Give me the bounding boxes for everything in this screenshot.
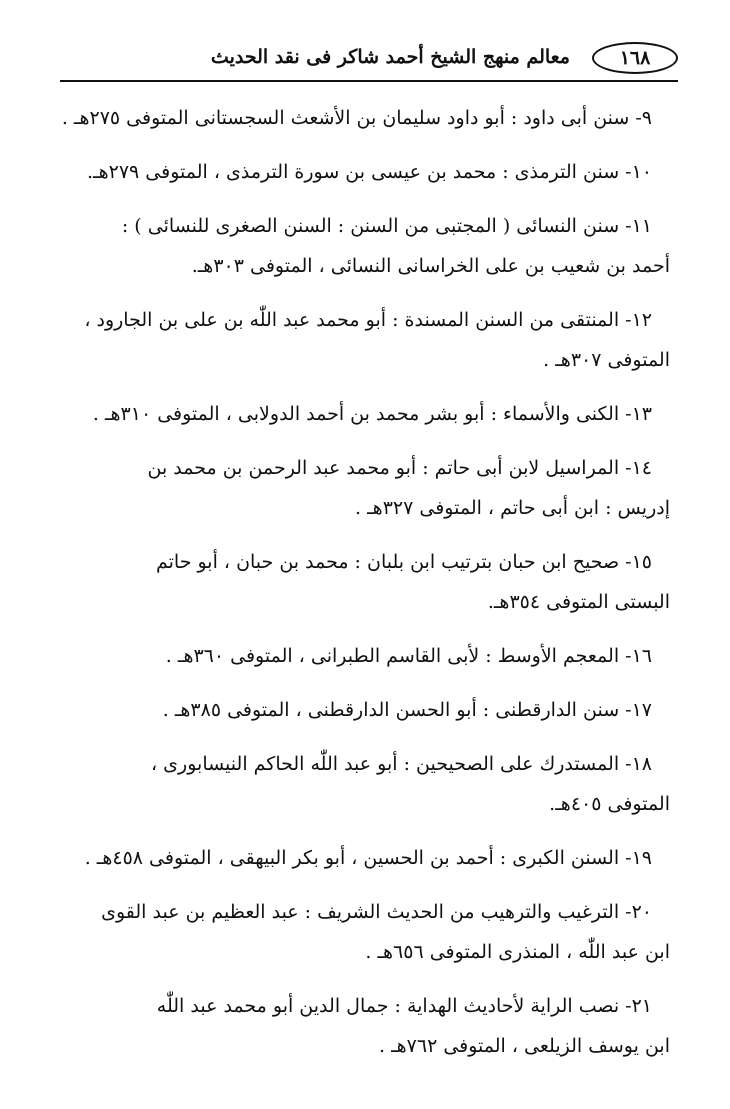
- entry-line: أحمد بن شعيب بن على الخراسانى النسائى ، المتوفى ٣٠٣هـ.: [191, 255, 670, 277]
- entry-line: ١٣- الكنى والأسماء : أبو بشر محمد بن أحمد الدولابى ، المتوفى ٣١٠هـ .: [92, 403, 652, 425]
- entry-line: ١٠- سنن الترمذى : محمد بن عيسى بن سورة الترمذى ، المتوفى ٢٧٩هـ.: [87, 161, 652, 183]
- header-rule: [60, 80, 678, 82]
- bibliography-entry: [50, 744, 670, 824]
- entry-line: ١٤- المراسيل لابن أبى حاتم : أبو محمد عبد الرحمن بن محمد بن: [147, 457, 652, 479]
- entry-line: إدريس : ابن أبى حاتم ، المتوفى ٣٢٧هـ .: [355, 497, 670, 519]
- entry-line: المتوفى ٣٠٧هـ .: [543, 349, 670, 371]
- bibliography-list: [50, 98, 670, 1080]
- entry-line: البستى المتوفى ٣٥٤هـ.: [487, 591, 670, 613]
- bibliography-entry: [50, 690, 670, 730]
- entry-line: ابن عبد اللّٰه ، المنذرى المتوفى ٦٥٦هـ .: [365, 941, 670, 963]
- bibliography-entry: [50, 448, 670, 528]
- entry-line: ابن يوسف الزيلعى ، المتوفى ٧٦٢هـ .: [378, 1035, 670, 1057]
- entry-line: ٢١- نصب الراية لأحاديث الهداية : جمال الدين أبو محمد عبد اللّٰه: [156, 995, 652, 1017]
- bibliography-entry: [50, 542, 670, 622]
- running-title: معالم منهج الشيخ أحمد شاكر فى نقد الحديث: [210, 46, 570, 68]
- bibliography-entry: [50, 838, 670, 878]
- bibliography-entry: [50, 394, 670, 434]
- entry-line: ٢٠- الترغيب والترهيب من الحديث الشريف : عبد العظيم بن عبد القوى: [101, 901, 652, 923]
- entry-line: ١٢- المنتقى من السنن المسندة : أبو محمد عبد اللّٰه بن على بن الجارود ،: [84, 309, 652, 331]
- page-number-badge: [592, 42, 678, 74]
- entry-line: ١١- سنن النسائى ( المجتبى من السنن : السنن الصغرى للنسائى ) :: [121, 215, 652, 237]
- page-number: ١٦٨: [619, 47, 651, 69]
- entry-line: ١٥- صحيح ابن حبان بترتيب ابن بلبان : محمد بن حبان ، أبو حاتم: [155, 551, 652, 573]
- entry-line: ٩- سنن أبى داود : أبو داود سليمان بن الأشعث السجستانى المتوفى ٢٧٥هـ .: [61, 107, 652, 129]
- entry-line: ١٩- السنن الكبرى : أحمد بن الحسين ، أبو بكر البيهقى ، المتوفى ٤٥٨هـ .: [84, 847, 652, 869]
- bibliography-entry: [50, 300, 670, 380]
- entry-line: المتوفى ٤٠٥هـ.: [549, 793, 670, 815]
- entry-line: ١٦- المعجم الأوسط : لأبى القاسم الطبرانى ، المتوفى ٣٦٠هـ .: [165, 645, 652, 667]
- bibliography-entry: [50, 892, 670, 972]
- bibliography-entry: [50, 986, 670, 1066]
- page-header: [60, 38, 678, 80]
- bibliography-entry: [50, 206, 670, 286]
- bibliography-entry: [50, 636, 670, 676]
- bibliography-entry: [50, 98, 670, 138]
- bibliography-entry: [50, 152, 670, 192]
- entry-line: ١٨- المستدرك على الصحيحين : أبو عبد اللّٰه الحاكم النيسابورى ،: [151, 753, 652, 775]
- entry-line: ١٧- سنن الدارقطنى : أبو الحسن الدارقطنى ، المتوفى ٣٨٥هـ .: [162, 699, 652, 721]
